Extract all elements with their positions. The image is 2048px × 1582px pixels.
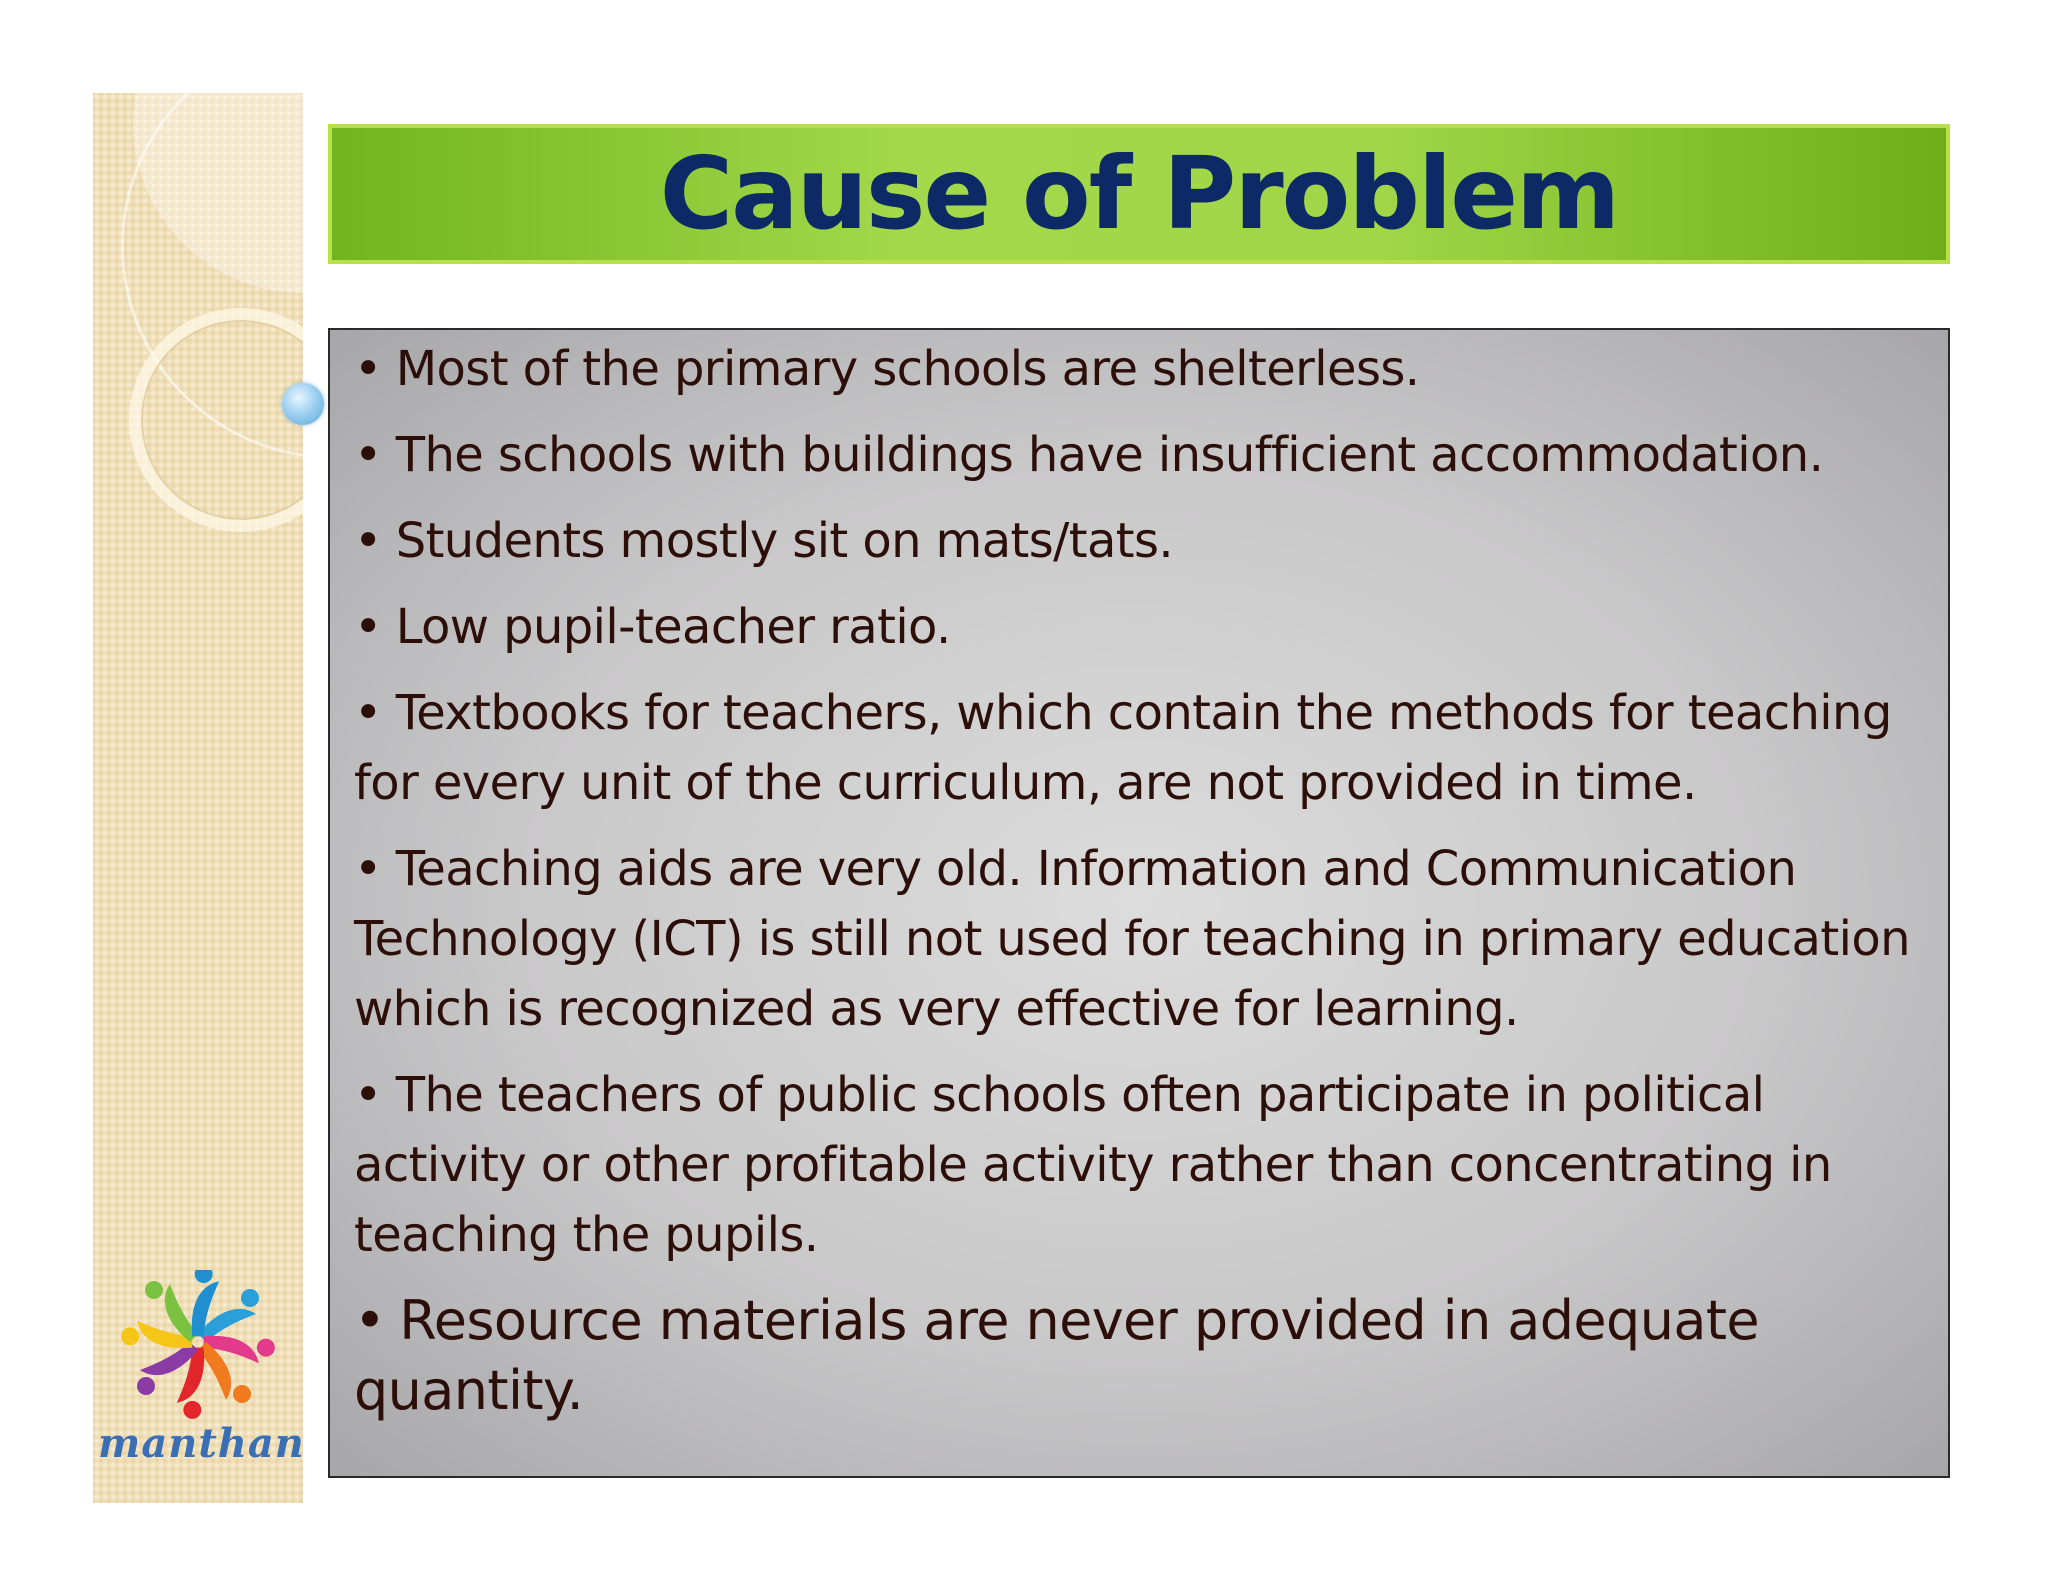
bullet-item — [354, 334, 1924, 404]
bullet-dot: • — [354, 1289, 386, 1352]
bullet-text: The schools with buildings have insufficient accommodation. — [395, 427, 1824, 483]
bullet-text: Students mostly sit on mats/tats. — [395, 513, 1174, 569]
bullet-dot: • — [354, 841, 382, 897]
pinwheel-people-logo-icon — [98, 1270, 298, 1420]
bullet-item — [354, 678, 1924, 818]
bullet-dot: • — [354, 341, 382, 397]
decorative-bubble — [282, 383, 324, 425]
bullet-item — [354, 506, 1924, 576]
bullet-dot: • — [354, 599, 382, 655]
bullet-item — [354, 1286, 1924, 1426]
bullet-text: Teaching aids are very old. Information and Communication Technology (ICT) is still not used for teaching in primary education which is recognized as very effective for learning. — [354, 841, 1910, 1037]
bullet-text: Textbooks for teachers, which contain the methods for teaching for every unit of the curriculum, are not provided in time. — [354, 685, 1892, 811]
bullet-item — [354, 592, 1924, 662]
title-bar — [328, 124, 1950, 264]
bullet-item — [354, 420, 1924, 490]
content-box — [328, 328, 1950, 1478]
bullet-dot: • — [354, 1067, 382, 1123]
logo-wordmark: manthan — [98, 1420, 305, 1467]
bullet-dot: • — [354, 685, 382, 741]
bullet-item — [354, 834, 1924, 1044]
bullet-list — [354, 334, 1924, 1426]
bullet-item — [354, 1060, 1924, 1270]
bullet-text: Low pupil-teacher ratio. — [395, 599, 951, 655]
manthan-logo — [98, 1270, 305, 1470]
bullet-dot: • — [354, 427, 382, 483]
bullet-text: Most of the primary schools are shelterless. — [395, 341, 1420, 397]
bullet-text: Resource materials are never provided in adequate quantity. — [354, 1289, 1760, 1422]
bullet-text: The teachers of public schools often participate in political activity or other profitable activity rather than concentrating in teaching the pupils. — [354, 1067, 1832, 1263]
bullet-dot: • — [354, 513, 382, 569]
slide-title: Cause of Problem — [659, 135, 1619, 252]
